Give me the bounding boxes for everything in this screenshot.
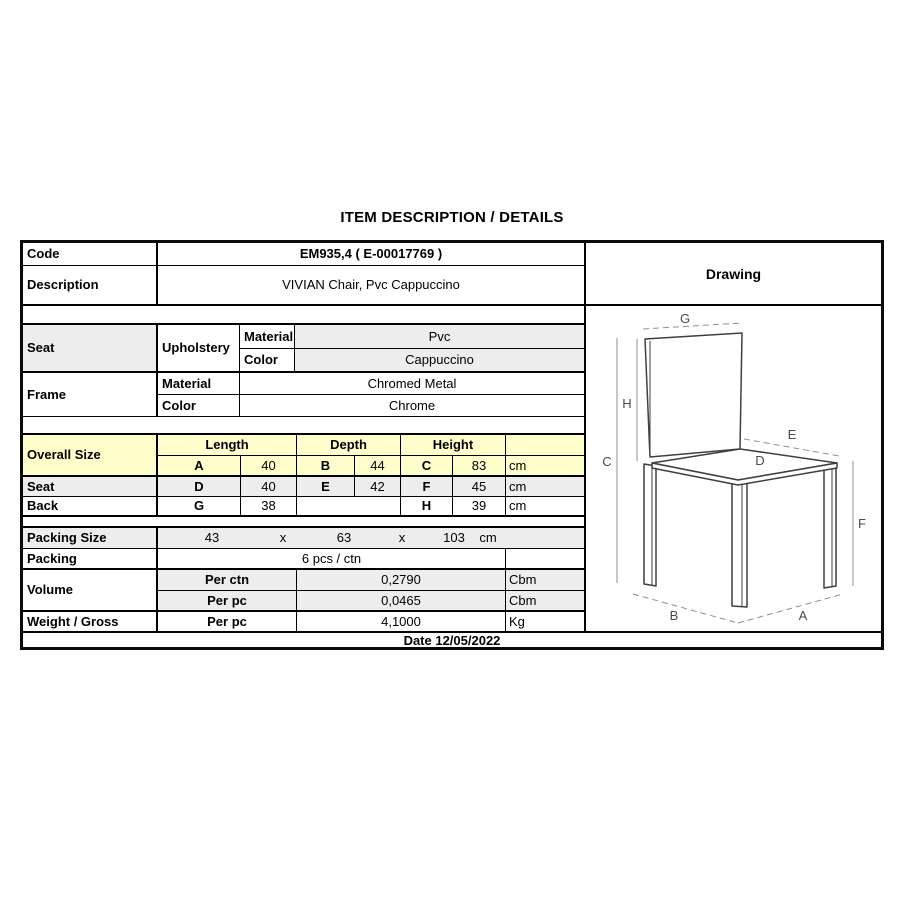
dim-h-value: 39 (453, 497, 506, 517)
dim-label-a: A (798, 608, 808, 623)
packing-size-label: Packing Size (23, 528, 158, 549)
dim-label-f: F (858, 516, 866, 531)
volume-per-pc-label: Per pc (158, 591, 297, 612)
dim-e-letter: E (297, 477, 355, 497)
seat-color-label: Color (240, 349, 295, 373)
date-row: Date 12/05/2022 (23, 631, 881, 647)
chair-left-leg (644, 464, 656, 586)
page-title: ITEM DESCRIPTION / DETAILS (340, 209, 564, 226)
code-value: EM935,4 ( E-00017769 ) (158, 243, 584, 266)
overall-size-label: Overall Size (23, 435, 158, 477)
chair-right-leg (824, 463, 836, 588)
dim-g-letter: G (158, 497, 241, 517)
volume-per-ctn-unit: Cbm (506, 570, 584, 591)
spacer-row (23, 417, 584, 435)
length-header: Length (158, 435, 297, 456)
packing-label: Packing (23, 549, 158, 570)
chair-drawing (586, 306, 881, 629)
seat-material-value: Pvc (295, 325, 584, 349)
seat-label: Seat (23, 325, 158, 373)
dim-line-g (643, 323, 742, 329)
packing-size-x1: x (279, 530, 287, 545)
dim-label-c: C (602, 454, 612, 469)
dim-d-value: 40 (241, 477, 297, 497)
packing-size-length: 43 (204, 530, 220, 545)
back-size-unit: cm (506, 497, 584, 517)
volume-per-ctn-value: 0,2790 (297, 570, 506, 591)
dim-line-a (738, 594, 843, 623)
seat-size-label: Seat (23, 477, 158, 497)
height-header: Height (401, 435, 506, 456)
overall-unit: cm (506, 456, 584, 477)
dim-label-h: H (622, 396, 632, 411)
dim-b-letter: B (297, 456, 355, 477)
seat-upholstery-label: Upholstery (158, 325, 240, 373)
weight-label: Weight / Gross (23, 612, 158, 631)
spacer-row (23, 517, 584, 528)
back-size-label: Back (23, 497, 158, 517)
frame-color-label: Color (158, 395, 240, 417)
frame-color-value: Chrome (240, 395, 584, 417)
dim-label-g: G (679, 311, 691, 326)
seat-material-label: Material (240, 325, 295, 349)
dim-c-value: 83 (453, 456, 506, 477)
weight-value: 4,1000 (297, 612, 506, 631)
dim-c-letter: C (401, 456, 453, 477)
packing-size-unit: cm (479, 530, 497, 545)
packing-size-x2: x (398, 530, 406, 545)
depth-header: Depth (297, 435, 401, 456)
dim-a-letter: A (158, 456, 241, 477)
dim-label-b: B (669, 608, 679, 623)
packing-value: 6 pcs / ctn (158, 549, 506, 570)
drawing-column (584, 243, 881, 631)
description-value: VIVIAN Chair, Pvc Cappuccino (158, 266, 584, 306)
packing-empty-cell (506, 549, 584, 570)
packing-size-depth: 63 (336, 530, 352, 545)
frame-material-label: Material (158, 373, 240, 395)
description-label: Description (23, 266, 158, 306)
volume-per-pc-value: 0,0465 (297, 591, 506, 612)
code-label: Code (23, 243, 158, 266)
chair-front-leg (732, 479, 747, 607)
frame-material-value: Chromed Metal (240, 373, 584, 395)
frame-label: Frame (23, 373, 158, 417)
seat-size-unit: cm (506, 477, 584, 497)
dim-label-d: D (755, 453, 765, 468)
chair-backrest (645, 333, 742, 457)
size-header-empty-cell (506, 435, 584, 456)
dim-f-value: 45 (453, 477, 506, 497)
weight-per-label: Per pc (158, 612, 297, 631)
packing-size-value (158, 528, 584, 549)
volume-per-pc-unit: Cbm (506, 591, 584, 612)
volume-per-ctn-label: Per ctn (158, 570, 297, 591)
dim-label-e: E (787, 427, 797, 442)
back-size-empty-cell (297, 497, 401, 517)
drawing-header: Drawing (586, 243, 881, 306)
dim-d-letter: D (158, 477, 241, 497)
dim-b-value: 44 (355, 456, 401, 477)
details-grid (23, 243, 584, 631)
packing-size-height: 103 (443, 530, 465, 545)
dim-h-letter: H (401, 497, 453, 517)
dim-g-value: 38 (241, 497, 297, 517)
seat-color-value: Cappuccino (295, 349, 584, 373)
dim-line-b (633, 594, 738, 623)
dim-e-value: 42 (355, 477, 401, 497)
dim-f-letter: F (401, 477, 453, 497)
volume-label: Volume (23, 570, 158, 612)
dim-a-value: 40 (241, 456, 297, 477)
spacer-row (23, 306, 584, 325)
weight-unit: Kg (509, 613, 525, 629)
item-details-table (20, 240, 884, 650)
